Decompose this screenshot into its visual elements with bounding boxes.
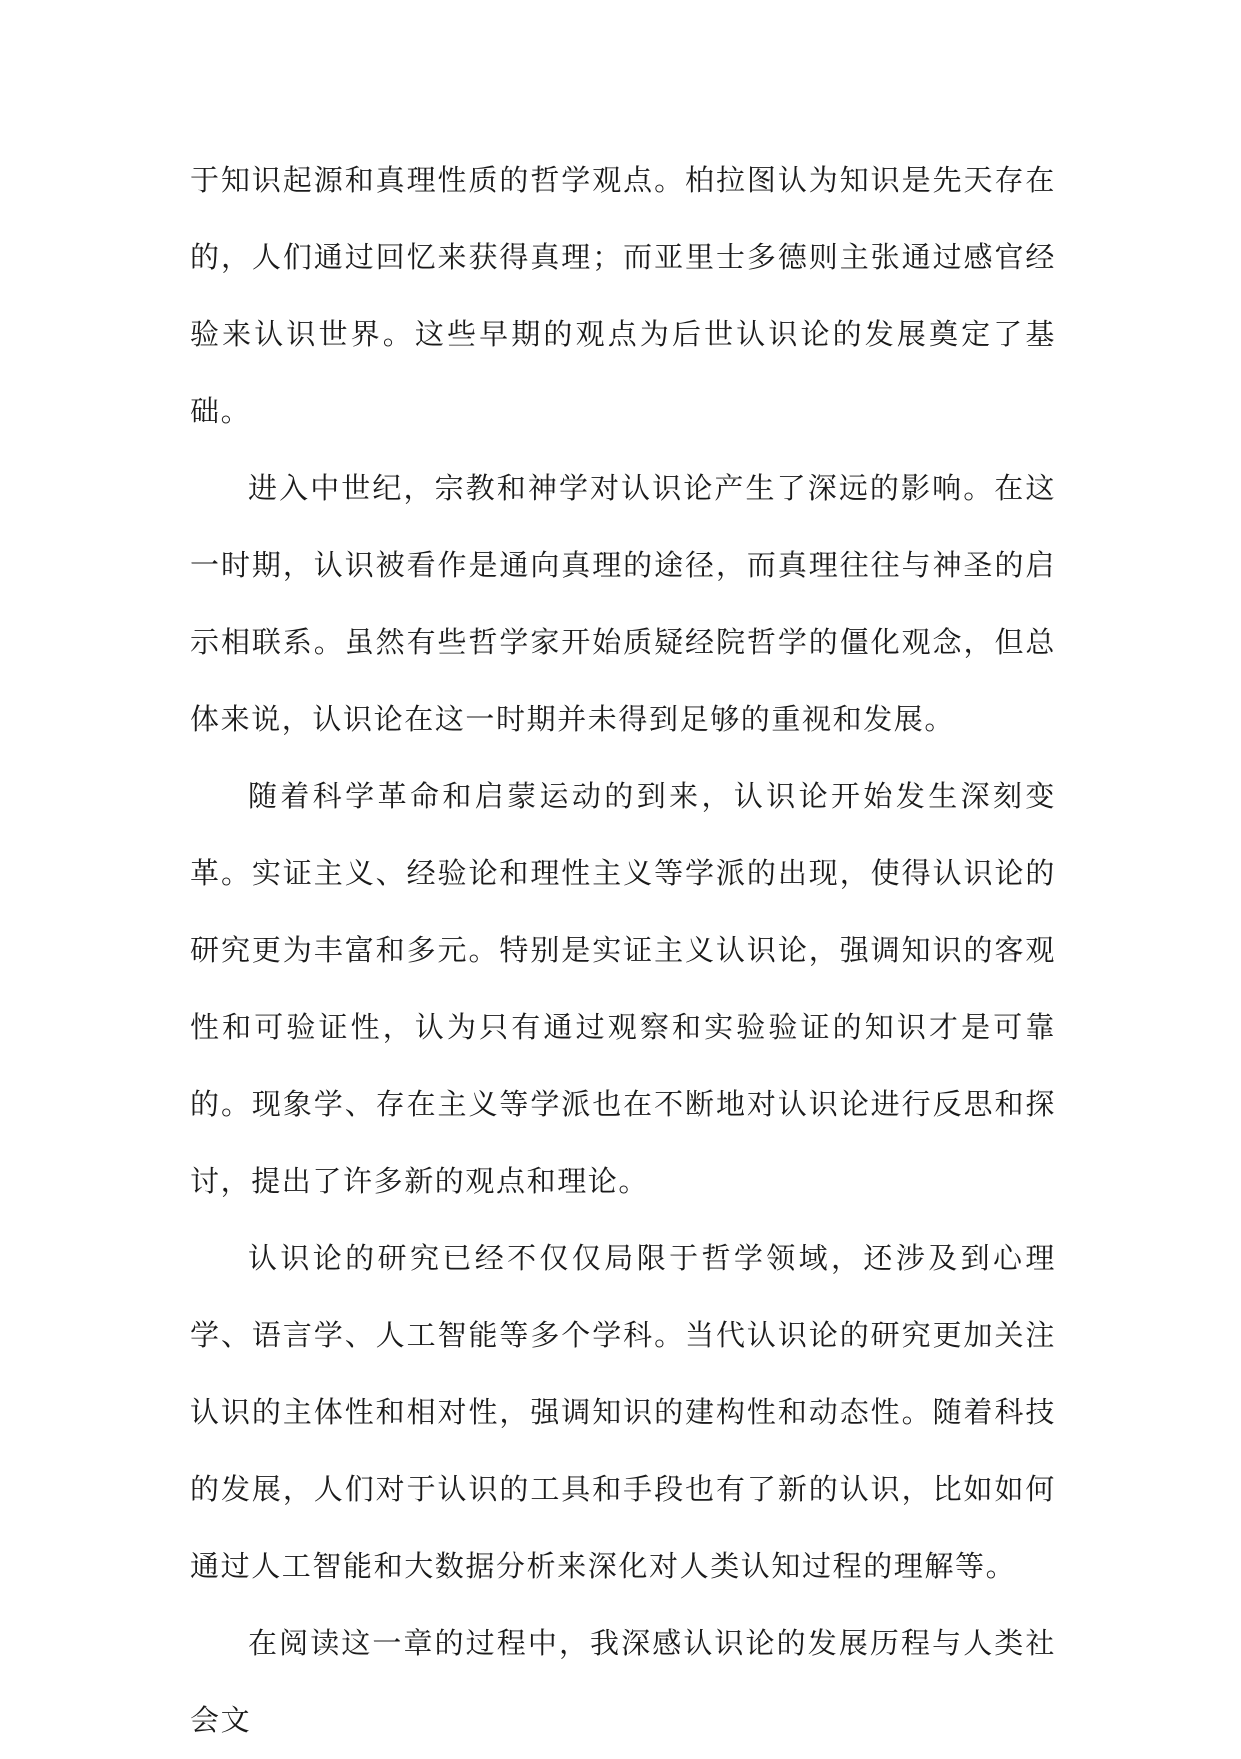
paragraph-5: 在阅读这一章的过程中，我深感认识论的发展历程与人类社会文	[190, 1626, 1056, 1737]
paragraph-1: 于知识起源和真理性质的哲学观点。柏拉图认为知识是先天存在的，人们通过回忆来获得真理；而亚里士多德则主张通过感官经验来认识世界。这些早期的观点为后世认识论的发展奠定了基础。	[190, 163, 1056, 428]
paragraph-3: 随着科学革命和启蒙运动的到来，认识论开始发生深刻变革。实证主义、经验论和理性主义等学派的出现，使得认识论的研究更为丰富和多元。特别是实证主义认识论，强调知识的客观性和可验证性，认为只有通过观察和实验验证的知识才是可靠的。现象学、存在主义等学派也在不断地对认识论进行反思和探讨，提出了许多新的观点和理论。	[190, 779, 1056, 1198]
body-text	[190, 142, 1056, 1759]
paragraph-4: 认识论的研究已经不仅仅局限于哲学领域，还涉及到心理学、语言学、人工智能等多个学科。当代认识论的研究更加关注认识的主体性和相对性，强调知识的建构性和动态性。随着科技的发展，人们对于认识的工具和手段也有了新的认识，比如如何通过人工智能和大数据分析来深化对人类认知过程的理解等。	[190, 1241, 1056, 1583]
paragraph-2: 进入中世纪，宗教和神学对认识论产生了深远的影响。在这一时期，认识被看作是通向真理的途径，而真理往往与神圣的启示相联系。虽然有些哲学家开始质疑经院哲学的僵化观念，但总体来说，认识论在这一时期并未得到足够的重视和发展。	[190, 471, 1056, 736]
